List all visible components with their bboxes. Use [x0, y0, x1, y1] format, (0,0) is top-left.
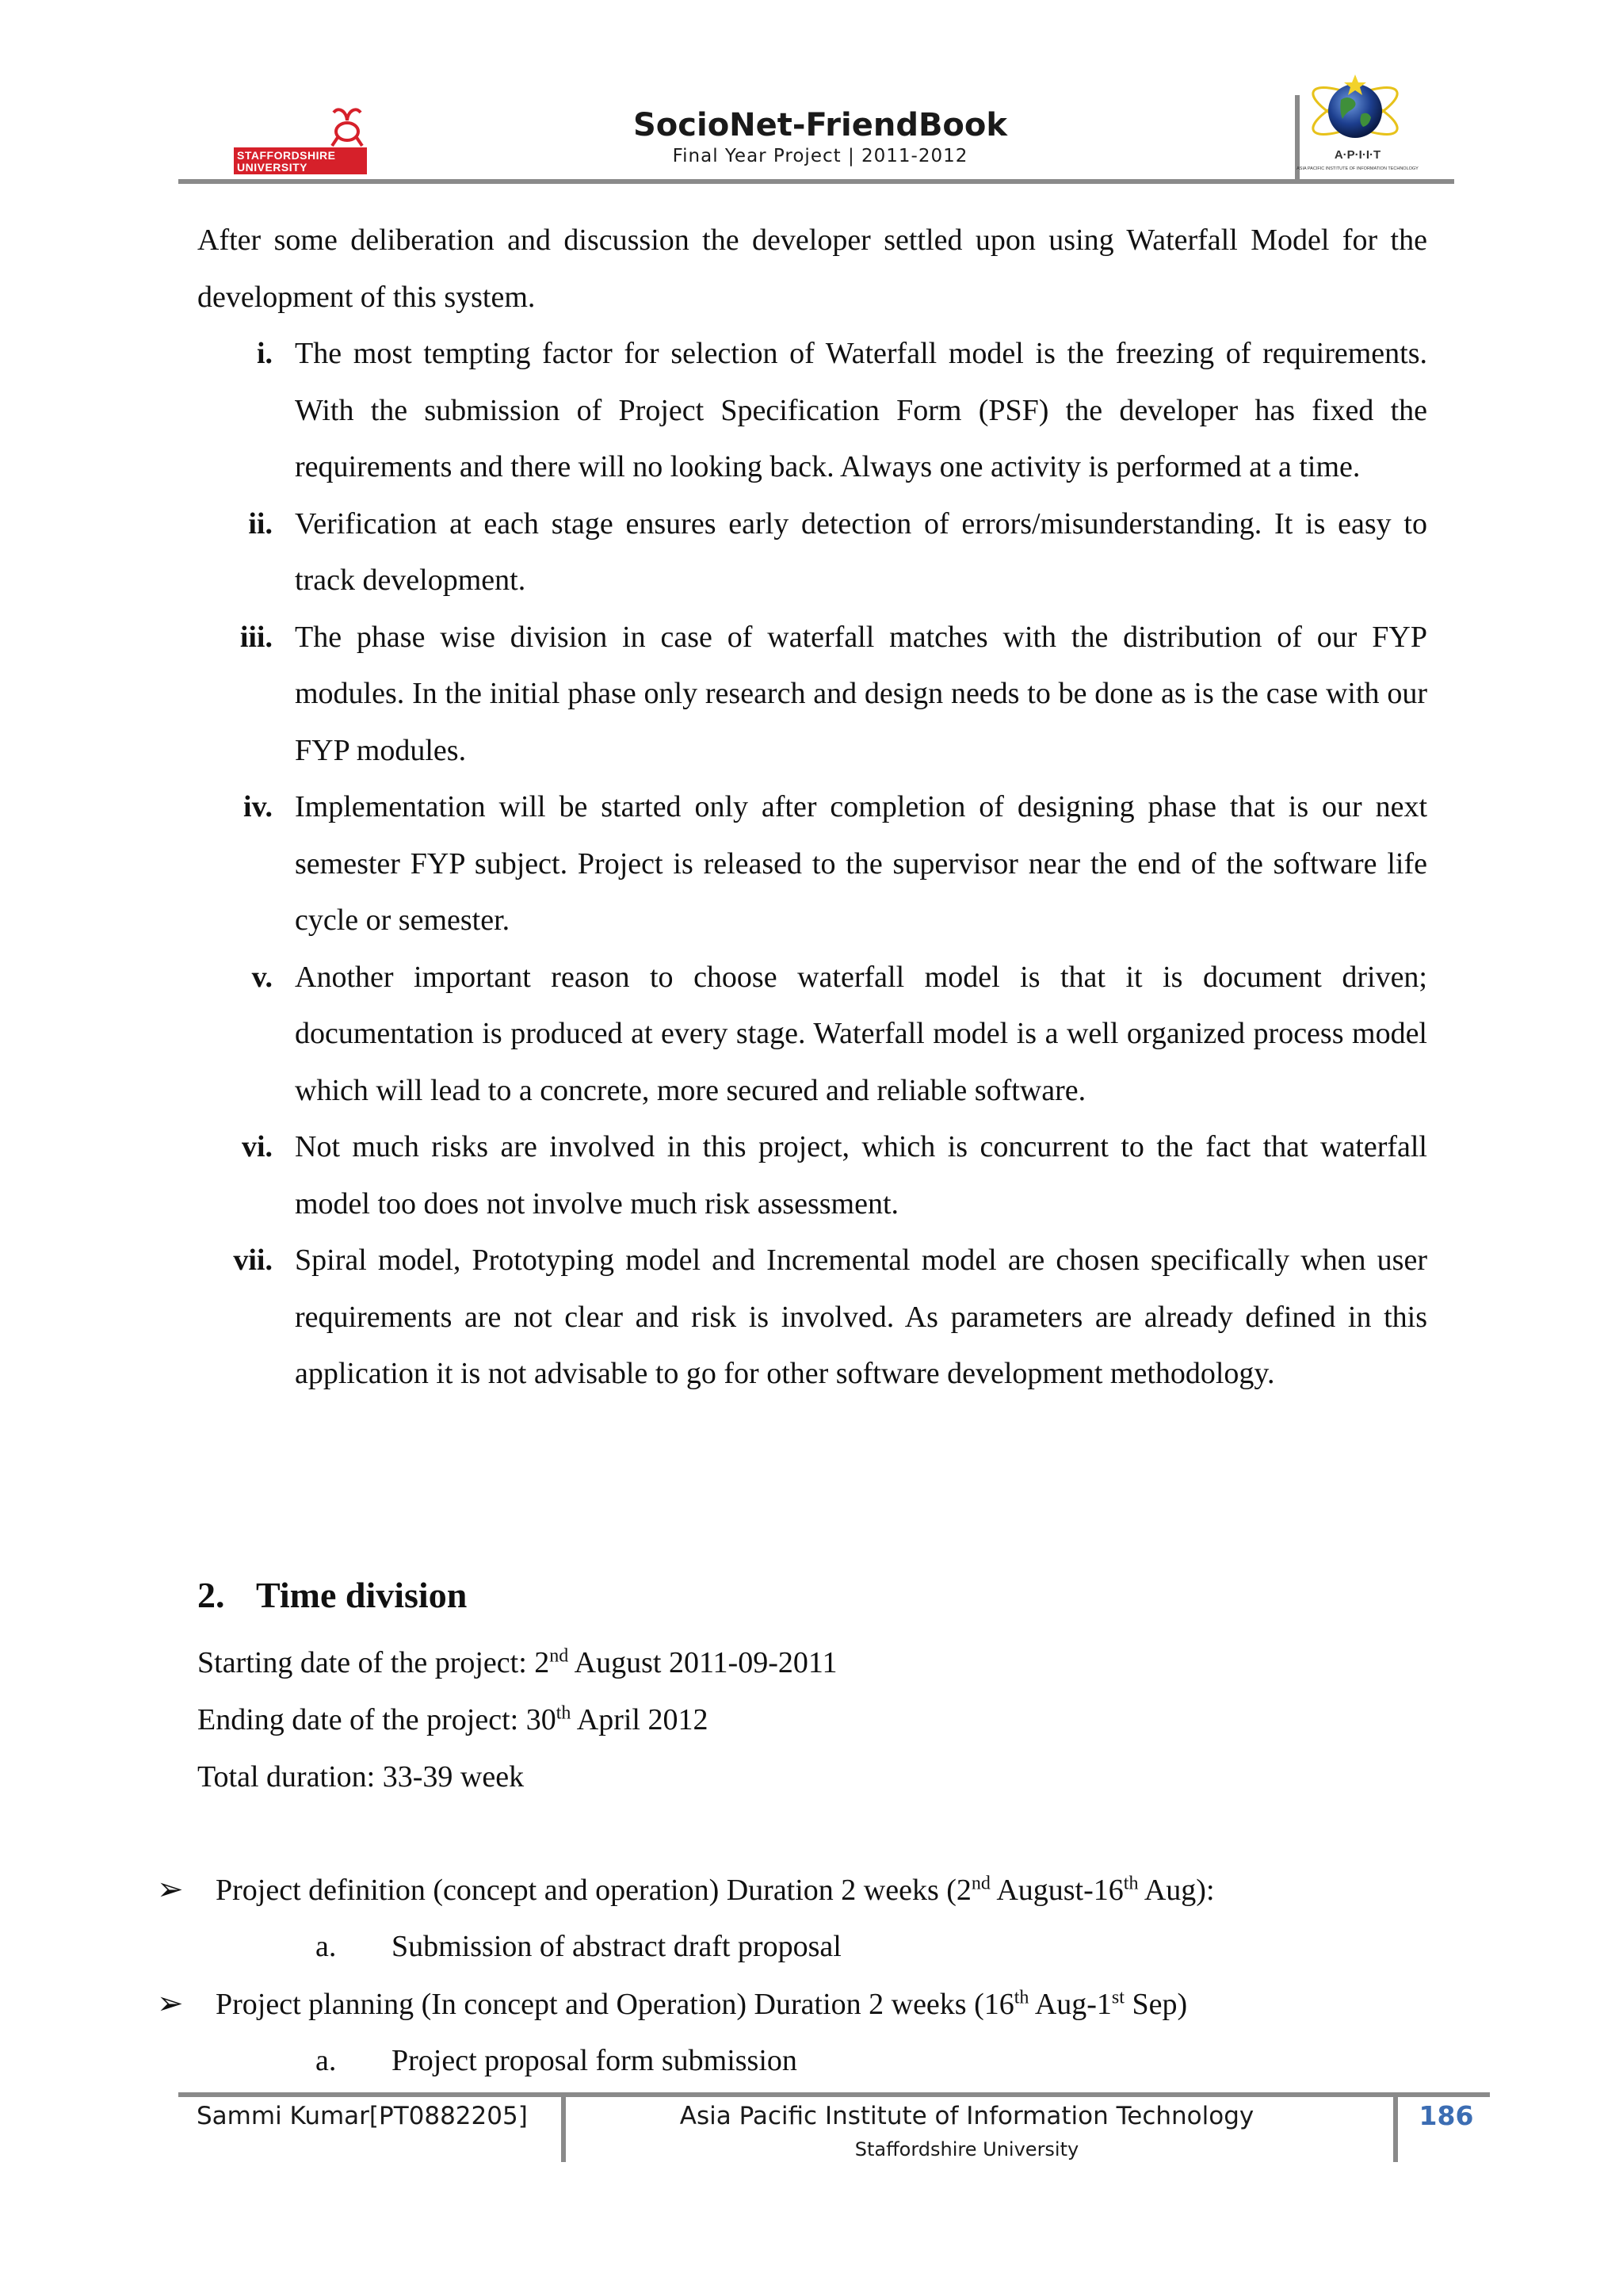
- list-number: i.: [256, 337, 273, 370]
- list-item: [197, 949, 1427, 1120]
- footer-divider: [1393, 2097, 1398, 2162]
- list-text: Implementation will be started only after completion of designing phase that is our next semester FYP subject. Project is released to the supervisor near the end of the software life cycle or semester.: [295, 790, 1427, 937]
- arrow-bullet-icon: ➢: [157, 1985, 184, 2021]
- staffordshire-knot-icon: [327, 105, 367, 147]
- list-text: Verification at each stage ensures early detection of errors/misunderstanding. It is easy to track development.: [295, 506, 1427, 597]
- start-date: Starting date of the project: 2nd August 2011-09-2011: [197, 1645, 838, 1679]
- list-number: vii.: [233, 1244, 273, 1277]
- list-number: iii.: [239, 620, 273, 654]
- phase-subitem: a. Submission of abstract draft proposal: [315, 1930, 842, 1963]
- list-text: Another important reason to choose waterfall model is that it is document driven; documentation is produced at every stage. Waterfall model is a well organized process model which will lead to a concrete, more secured and reliable software.: [295, 960, 1427, 1107]
- list-item: [197, 1119, 1427, 1232]
- section-heading: [197, 1573, 467, 1618]
- arrow-bullet-icon: ➢: [157, 1871, 184, 1907]
- document-subtitle: Final Year Project | 2011-2012: [672, 146, 968, 166]
- section-number: 2.: [197, 1575, 225, 1615]
- list-number: vi.: [241, 1130, 273, 1163]
- list-text: The phase wise division in case of waterfall matches with the distribution of our FYP modules. In the initial phase only research and design needs to be done as is the case with our FYP modules.: [295, 620, 1427, 767]
- list-text: Not much risks are involved in this project, which is concurrent to the fact that waterfall model too does not involve much risk assessment.: [295, 1130, 1427, 1221]
- total-duration: Total duration: 33-39 week: [197, 1760, 525, 1794]
- list-item: [197, 609, 1427, 780]
- page-number: 186: [1419, 2100, 1474, 2131]
- apiit-logo: [1296, 73, 1419, 178]
- page-header: [0, 0, 1623, 190]
- footer-author: Sammi Kumar[PT0882205]: [197, 2102, 528, 2130]
- end-date: Ending date of the project: 30th April 2012: [197, 1702, 708, 1736]
- section-title: Time division: [256, 1575, 468, 1615]
- list-text: Spiral model, Prototyping model and Incremental model are chosen specifically when user requirements are not clear and risk is involved. As parameters are already defined in this application it is not advisable to go for other software development methodology.: [295, 1244, 1427, 1390]
- document-title: SocioNet-FriendBook: [632, 107, 1007, 143]
- list-item: [197, 779, 1427, 949]
- footer-university: Staffordshire University: [854, 2138, 1079, 2160]
- list-text: The most tempting factor for selection of Waterfall model is the freezing of requirements. With the submission of Project Specification Form (PSF) the developer has fixed the requirements and there will no looking back. Always one activity is performed at a time.: [295, 337, 1427, 483]
- intro-paragraph: After some deliberation and discussion the developer settled upon using Waterfall Model for the development of this system.: [197, 223, 1427, 314]
- header-rule: [178, 179, 1454, 184]
- footer-rule: [178, 2092, 1490, 2097]
- apiit-wordmark: A·P·I·I·T: [1334, 148, 1381, 162]
- list-number: v.: [251, 960, 273, 994]
- footer-institute: Asia Pacific Institute of Information Technology: [679, 2102, 1254, 2130]
- staffordshire-university-logo: [234, 105, 367, 174]
- logo-line-1: STAFFORDSHIRE: [237, 149, 336, 162]
- apiit-caption: ASIA PACIFIC INSTITUTE OF INFORMATION TECHNOLOGY: [1296, 166, 1419, 171]
- phase-bullet: ➢ Project definition (concept and operation) Duration 2 weeks (2nd August-16th Aug):: [157, 1867, 1215, 1912]
- logo-line-2: UNIVERSITY: [237, 161, 308, 174]
- reasons-list: [197, 326, 1427, 1403]
- list-item: [197, 496, 1427, 609]
- globe-icon: [1296, 73, 1419, 178]
- footer-divider: [561, 2097, 566, 2162]
- list-item: [197, 326, 1427, 496]
- list-number: iv.: [243, 790, 273, 823]
- phase-subitem: a. Project proposal form submission: [315, 2044, 797, 2077]
- list-number: ii.: [248, 506, 273, 541]
- phase-bullet: ➢ Project planning (In concept and Operation) Duration 2 weeks (16th Aug-1st Sep): [157, 1981, 1187, 2027]
- list-item: [197, 1232, 1427, 1403]
